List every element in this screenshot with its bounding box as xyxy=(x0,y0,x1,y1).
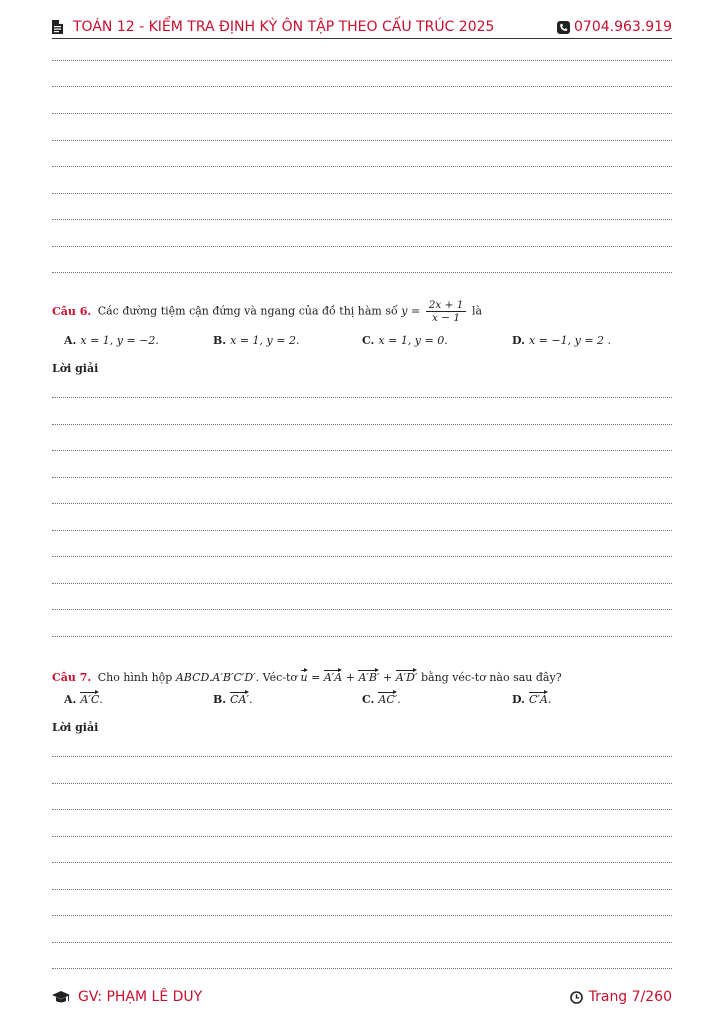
box-name: ABCD.A′B′C′D′ xyxy=(175,671,256,684)
answer-line xyxy=(52,111,672,114)
footer-page: Trang 7/260 xyxy=(588,989,672,1005)
plus-sign: + xyxy=(345,671,355,684)
vector-term-2: A′B′ xyxy=(358,668,379,684)
answer-line xyxy=(52,807,672,810)
vector-term-3: A′D′ xyxy=(396,668,418,684)
question-suffix: là xyxy=(471,304,483,318)
plus-sign: + xyxy=(382,671,393,684)
question-label: Câu 6. xyxy=(52,304,92,318)
question-6 xyxy=(52,299,672,324)
option-d[interactable]: D. x = −1, y = 2 . xyxy=(512,334,612,347)
footer-left xyxy=(52,989,202,1005)
question-suffix: bằng véc-tơ nào sau đây? xyxy=(420,671,562,684)
option-c[interactable]: C. x = 1, y = 0. xyxy=(362,334,448,347)
fraction-numerator: 2x + 1 xyxy=(426,299,467,312)
answer-line xyxy=(52,581,672,584)
answer-line xyxy=(52,84,672,87)
answer-line xyxy=(52,422,672,425)
formula-fraction xyxy=(426,299,467,324)
answer-line xyxy=(52,834,672,837)
question-7 xyxy=(52,668,672,684)
fraction-denominator: x − 1 xyxy=(432,312,461,324)
option-a[interactable]: A. x = 1, y = −2. xyxy=(64,334,159,347)
answer-line xyxy=(52,754,672,757)
answer-line xyxy=(52,966,672,969)
graduation-cap-icon xyxy=(52,990,70,1004)
answer-line xyxy=(52,164,672,167)
answer-line xyxy=(52,270,672,273)
answer-line xyxy=(52,395,672,398)
footer-author: GV: PHẠM LÊ DUY xyxy=(78,989,203,1005)
answer-line xyxy=(52,448,672,451)
answer-line xyxy=(52,607,672,610)
vector-u: u xyxy=(301,668,308,684)
equals-sign: = xyxy=(311,671,321,684)
option-b[interactable]: B. x = 1, y = 2. xyxy=(213,334,300,347)
question-text-mid: . Véc-tơ xyxy=(255,671,298,684)
answer-line xyxy=(52,913,672,916)
answer-line xyxy=(52,244,672,247)
answer-line xyxy=(52,58,672,61)
solution-heading: Lời giải xyxy=(52,721,99,734)
answer-line xyxy=(52,887,672,890)
answer-line xyxy=(52,501,672,504)
option-b[interactable]: B. CA′. xyxy=(213,690,253,706)
header-title: TOÁN 12 - KIỂM TRA ĐỊNH KỲ ÔN TẬP THEO CẤU TRÚC 2025 xyxy=(73,19,495,35)
answer-line xyxy=(52,781,672,784)
option-d[interactable]: D. C′A. xyxy=(512,690,551,706)
question-text: Các đường tiệm cận đứng và ngang của đồ thị hàm số xyxy=(97,304,398,318)
answer-line xyxy=(52,475,672,478)
question-label: Câu 7. xyxy=(52,671,92,684)
answer-line xyxy=(52,217,672,220)
page-header xyxy=(52,18,672,39)
question-text: Cho hình hộp xyxy=(97,671,173,684)
page-footer xyxy=(52,989,672,1009)
document-icon xyxy=(52,20,63,34)
answer-line xyxy=(52,634,672,637)
option-c[interactable]: C. AC′. xyxy=(362,690,401,706)
header-left xyxy=(52,19,494,35)
answer-line xyxy=(52,940,672,943)
answer-line xyxy=(52,138,672,141)
phone-icon xyxy=(557,21,570,34)
clock-icon xyxy=(570,991,583,1004)
solution-heading: Lời giải xyxy=(52,362,99,375)
header-right xyxy=(557,19,672,35)
vector-term-1: A′A xyxy=(324,668,342,684)
answer-line xyxy=(52,191,672,194)
answer-line xyxy=(52,528,672,531)
formula-lhs: y = xyxy=(401,304,421,318)
answer-line xyxy=(52,860,672,863)
footer-right xyxy=(570,989,672,1005)
answer-line xyxy=(52,554,672,557)
header-phone: 0704.963.919 xyxy=(574,19,672,35)
option-a[interactable]: A. A′C. xyxy=(64,690,103,706)
